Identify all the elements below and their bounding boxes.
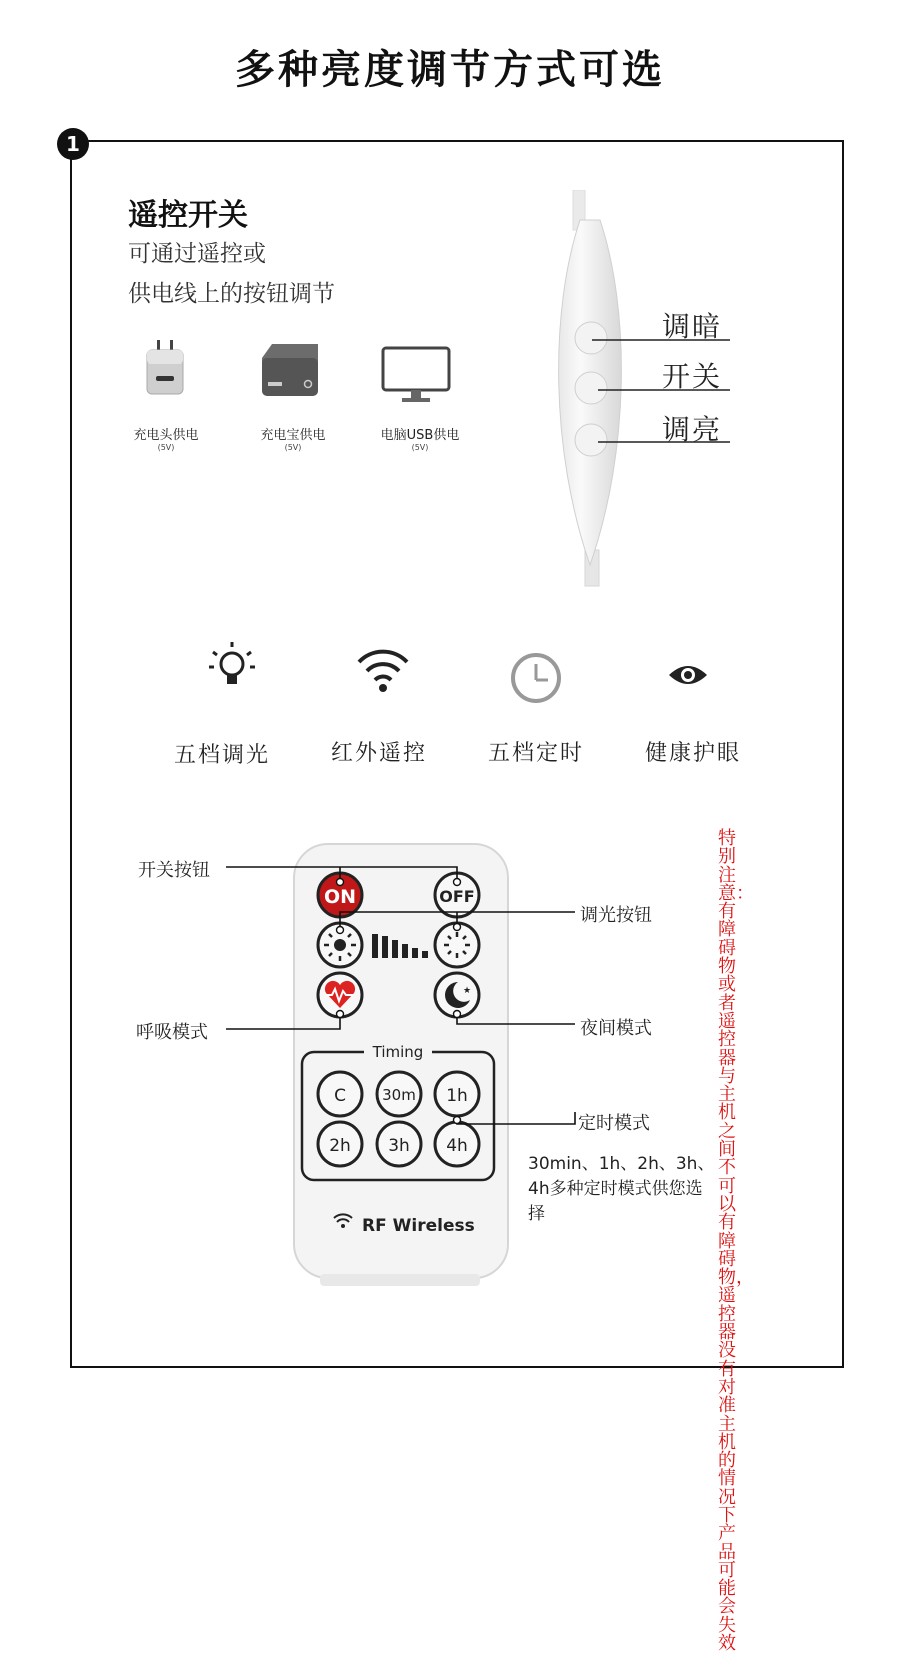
power-sub-bank: (5V) [284,443,302,452]
controller-label-power: 开关 [662,360,723,393]
remote-label-dimming: 调光按钮 [580,905,652,926]
section-heading: 遥控开关 [128,198,248,233]
page-title: 多种亮度调节方式可选 [235,47,665,93]
power-label-usb: 电脑USB供电 [380,428,460,443]
feature-label-remote: 红外遥控 [330,741,427,766]
remote-label-night: 夜间模式 [580,1018,652,1039]
feature-label-timer: 五档定时 [487,741,584,766]
section-desc-line2: 供电线上的按钮调节 [128,281,335,307]
timer-30m-label: 30m [382,1086,416,1104]
svg-text:★: ★ [463,986,472,996]
section-desc-line1: 可通过遥控或 [128,241,266,267]
power-sub-usb: (5V) [411,443,429,452]
remote-label-timer: 定时模式 [578,1113,650,1134]
remote-label-power: 开关按钮 [138,860,210,881]
warning-note: 特别注意：有障碍物或者遥控器与主机之间不可以有障碍物，遥控器没有对准主机的情况下产品可能会失效 [718,828,754,1654]
controller-label-dim: 调暗 [662,310,723,343]
power-label-charger: 充电头供电 [133,428,199,443]
on-button-label: ON [323,886,357,908]
timer-2h-label: 2h [329,1136,351,1156]
step-badge: 1 [57,128,89,160]
timer-description: 30min、1h、2h、3h、4h多种定时模式供您选择 [528,1154,715,1224]
timer-1h-label: 1h [446,1086,468,1106]
power-label-bank: 充电宝供电 [260,428,326,443]
timer-c-label: C [334,1086,346,1106]
feature-label-dimming: 五档调光 [173,743,270,768]
timer-3h-label: 3h [388,1136,410,1156]
timer-4h-label: 4h [446,1136,468,1156]
controller-label-bright: 调亮 [662,413,723,446]
remote-label-breathing: 呼吸模式 [136,1022,208,1043]
timing-title: Timing [372,1043,424,1061]
power-sub-charger: (5V) [157,443,175,452]
feature-label-eyecare: 健康护眼 [644,741,741,766]
off-button-label: OFF [439,887,475,906]
remote-brand: RF Wireless [362,1216,475,1236]
